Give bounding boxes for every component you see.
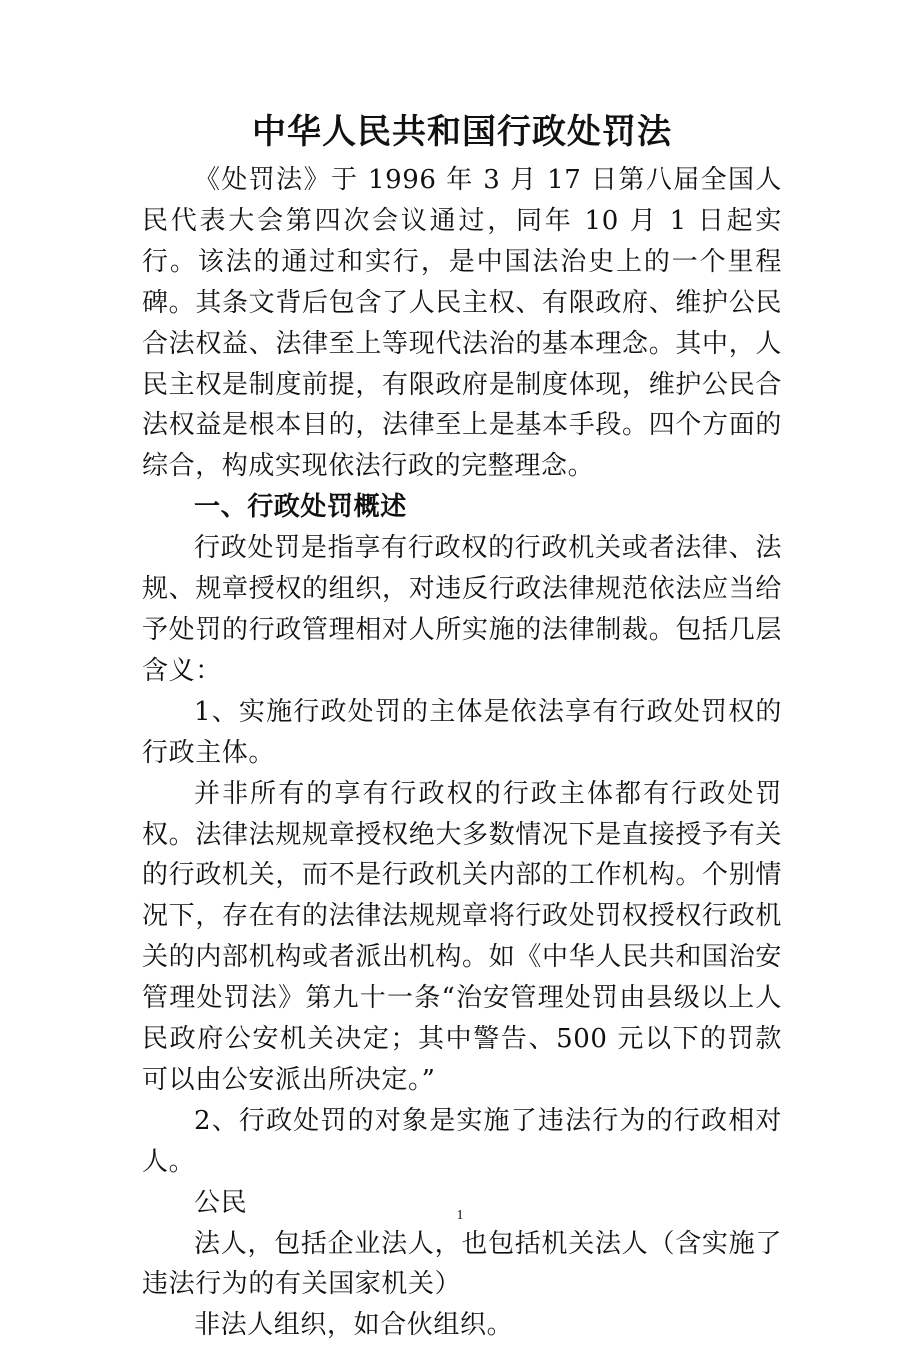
- point-1-explanation: 并非所有的享有行政权的行政主体都有行政处罚权。法律法规规章授权绝大多数情况下是直接授予有关的行政机关，而不是行政机关内部的工作机构。个别情况下，存在有的法律法规规章将行政处罚权授权行政机关的内部机构或者派出机构。如《中华人民共和国治安管理处罚法》第九十一条“治安管理处罚由县级以上人民政府公安机关决定；其中警告、500 元以下的罚款可以由公安派出所决定。”: [142, 778, 782, 1095]
- intro-paragraph: 《处罚法》于 1996 年 3 月 17 日第八届全国人民代表大会第四次会议通过，同年 10 月 1 日起实行。该法的通过和实行，是中国法治史上的一个里程碑。其条文背后包含了人民主权、有限政府、维护公民合法权益、法律至上等现代法治的基本理念。其中，人民主权是制度前提，有限政府是制度体现，维护公民合法权益是根本目的，法律至上是基本手段。四个方面的综合，构成实现依法行政的完整理念。: [142, 165, 782, 482]
- point-2-paragraph: 2、行政处罚的对象是实施了违法行为的行政相对人。: [142, 1105, 782, 1177]
- list-item-unincorporated: 非法人组织，如合伙组织。: [194, 1310, 514, 1341]
- point-1-paragraph: 1、实施行政处罚的主体是依法享有行政处罚权的行政主体。: [142, 696, 782, 768]
- document-page: [142, 104, 782, 1346]
- list-item-citizen: 公民: [194, 1187, 248, 1218]
- section-heading: 一、行政处罚概述: [194, 492, 407, 523]
- document-title: 中华人民共和国行政处罚法: [252, 112, 672, 152]
- definition-paragraph: 行政处罚是指享有行政权的行政机关或者法律、法规、规章授权的组织，对违反行政法律规范依法应当给予处罚的行政管理相对人所实施的法律制裁。包括几层含义：: [142, 533, 782, 686]
- list-item-legal-person: 法人，包括企业法人，也包括机关法人（含实施了违法行为的有关国家机关）: [142, 1228, 782, 1300]
- page-number: 1: [456, 1208, 464, 1223]
